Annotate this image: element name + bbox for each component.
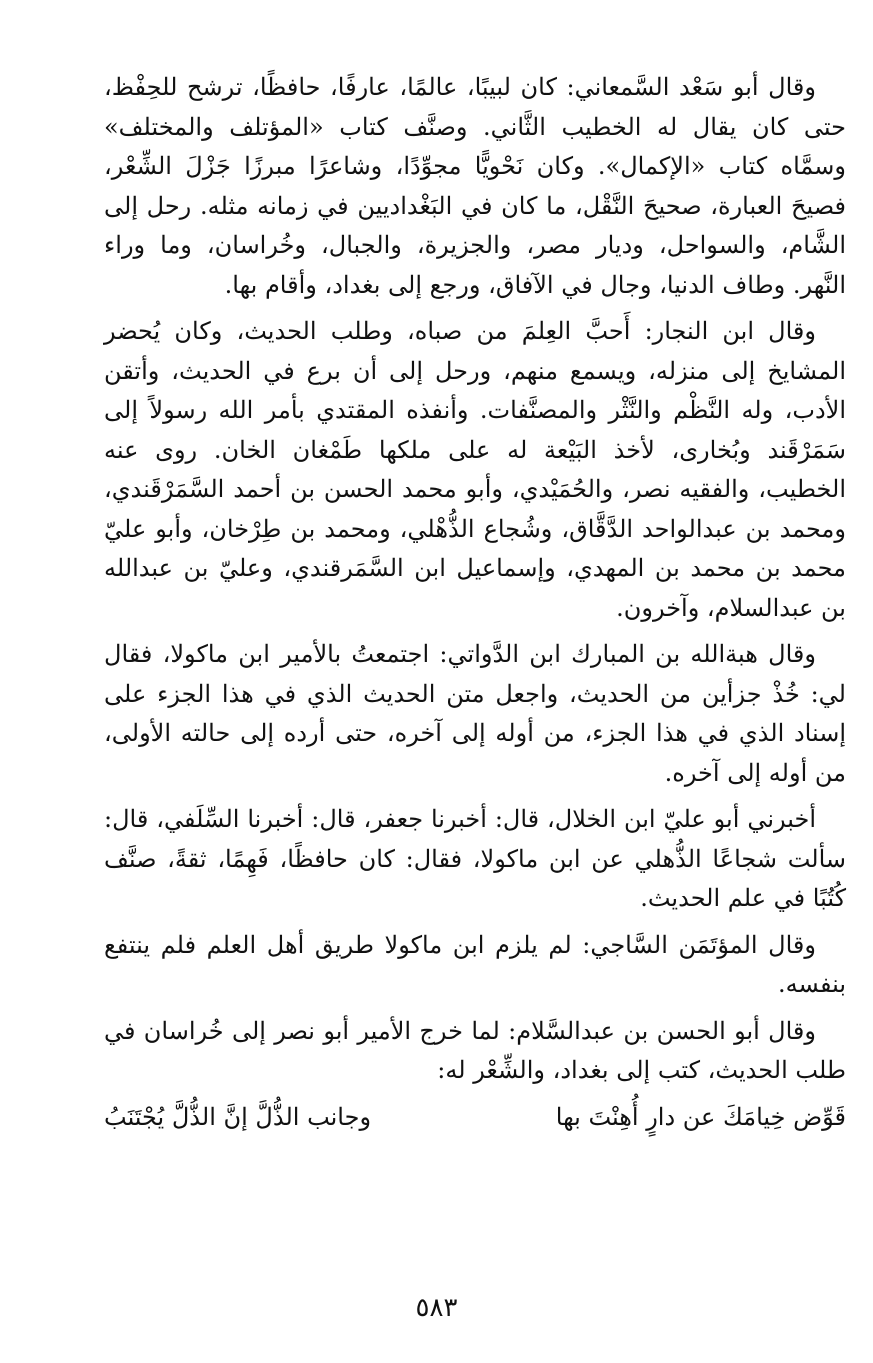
poem-verse [104, 1098, 846, 1138]
paragraph-samani: وقال أبو سَعْد السَّمعاني: كان لبيبًا، عالمًا، عارفًا، حافظًا، ترشح للحِفْظ، حتى كان يقال له الخطيب الثَّاني. وصنَّف كتاب «المؤتلف والمختلف» وسمَّاه كتاب «الإكمال». وكان نَحْويًّا مجوِّدًا، وشاعرًا مبرزًا جَزْلَ الشِّعْر، فصيحَ العبارة، صحيحَ النَّقْل، ما كان في البَغْداديين في زمانه مثله. رحل إلى الشَّام، والسواحل، وديار مصر، والجزيرة، والجبال، وخُراسان، وما وراء النَّهر. وطاف الدنيا، وجال في الآفاق، ورجع إلى بغداد، وأقام بها. [104, 73, 847, 299]
main-text [104, 68, 846, 1137]
page-number: ٥٨٣ [415, 1293, 458, 1323]
paragraph-ibn-abdassalam: وقال أبو الحسن بن عبدالسَّلام: لما خرج الأمير أبو نصر إلى خُراسان في طلب الحديث، كتب إلى بغداد، والشِّعْر له: [104, 1016, 846, 1084]
paragraph-saji: وقال المؤتَمَن السَّاجي: لم يلزم ابن ماكولا طريق أهل العلم فلم ينتفع بنفسه. [104, 930, 846, 998]
paragraph-ibn-dawati: وقال هبةالله بن المبارك ابن الدَّواتي: اجتمعتُ بالأمير ابن ماكولا، فقال لي: خُذْ جزأين من الحديث، واجعل متن الحديث الذي في هذا الجزء على إسناد الذي في هذا الجزء، من أوله إلى آخره، حتى أرده إلى حالته الأولى، من أوله إلى آخره. [104, 640, 846, 787]
paragraph-ibn-najjar: وقال ابن النجار: أَحبَّ العِلمَ من صباه، وطلب الحديث، وكان يُحضر المشايخ إلى منزله، ويسمع منهم، ورحل إلى أن برع في الحديث، وأتقن الأدب، وله النَّظْم والنَّثْر والمصنَّفات. وأنفذه المقتدي بأمر الله رسولاً إلى سَمَرْقَند وبُخارى، لأخذ البَيْعة له على ملكها طَمْغان الخان. روى عنه الخطيب، والفقيه نصر، والحُمَيْدي، وأبو محمد الحسن بن أحمد السَّمَرْقَندي، ومحمد بن عبدالواحد الدَّقَّاق، وشُجاع الذُّهْلي، ومحمد بن طِرْخان، وأبو عليّ محمد بن محمد بن المهدي، وإسماعيل ابن السَّمَرقندي، وعليّ بن عبدالله بن عبدالسلام، وآخرون. [104, 317, 847, 622]
paragraph-ibn-khallal: أخبرني أبو عليّ ابن الخلال، قال: أخبرنا جعفر، قال: أخبرنا السِّلَفي، قال: سألت شجاعًا الذُّهلي عن ابن ماكولا، فقال: كان حافظًا، فَهِمًا، ثقةً، صنَّف كُتُبًا في علم الحديث. [104, 805, 846, 912]
verse-first-hemistich: قَوِّض خِيامَكَ عن دارٍ أُهِنْتَ بها [555, 1102, 846, 1131]
verse-second-hemistich: وجانب الذُّلَّ إنَّ الذُّلَّ يُجْتَنَبُ [104, 1102, 372, 1131]
